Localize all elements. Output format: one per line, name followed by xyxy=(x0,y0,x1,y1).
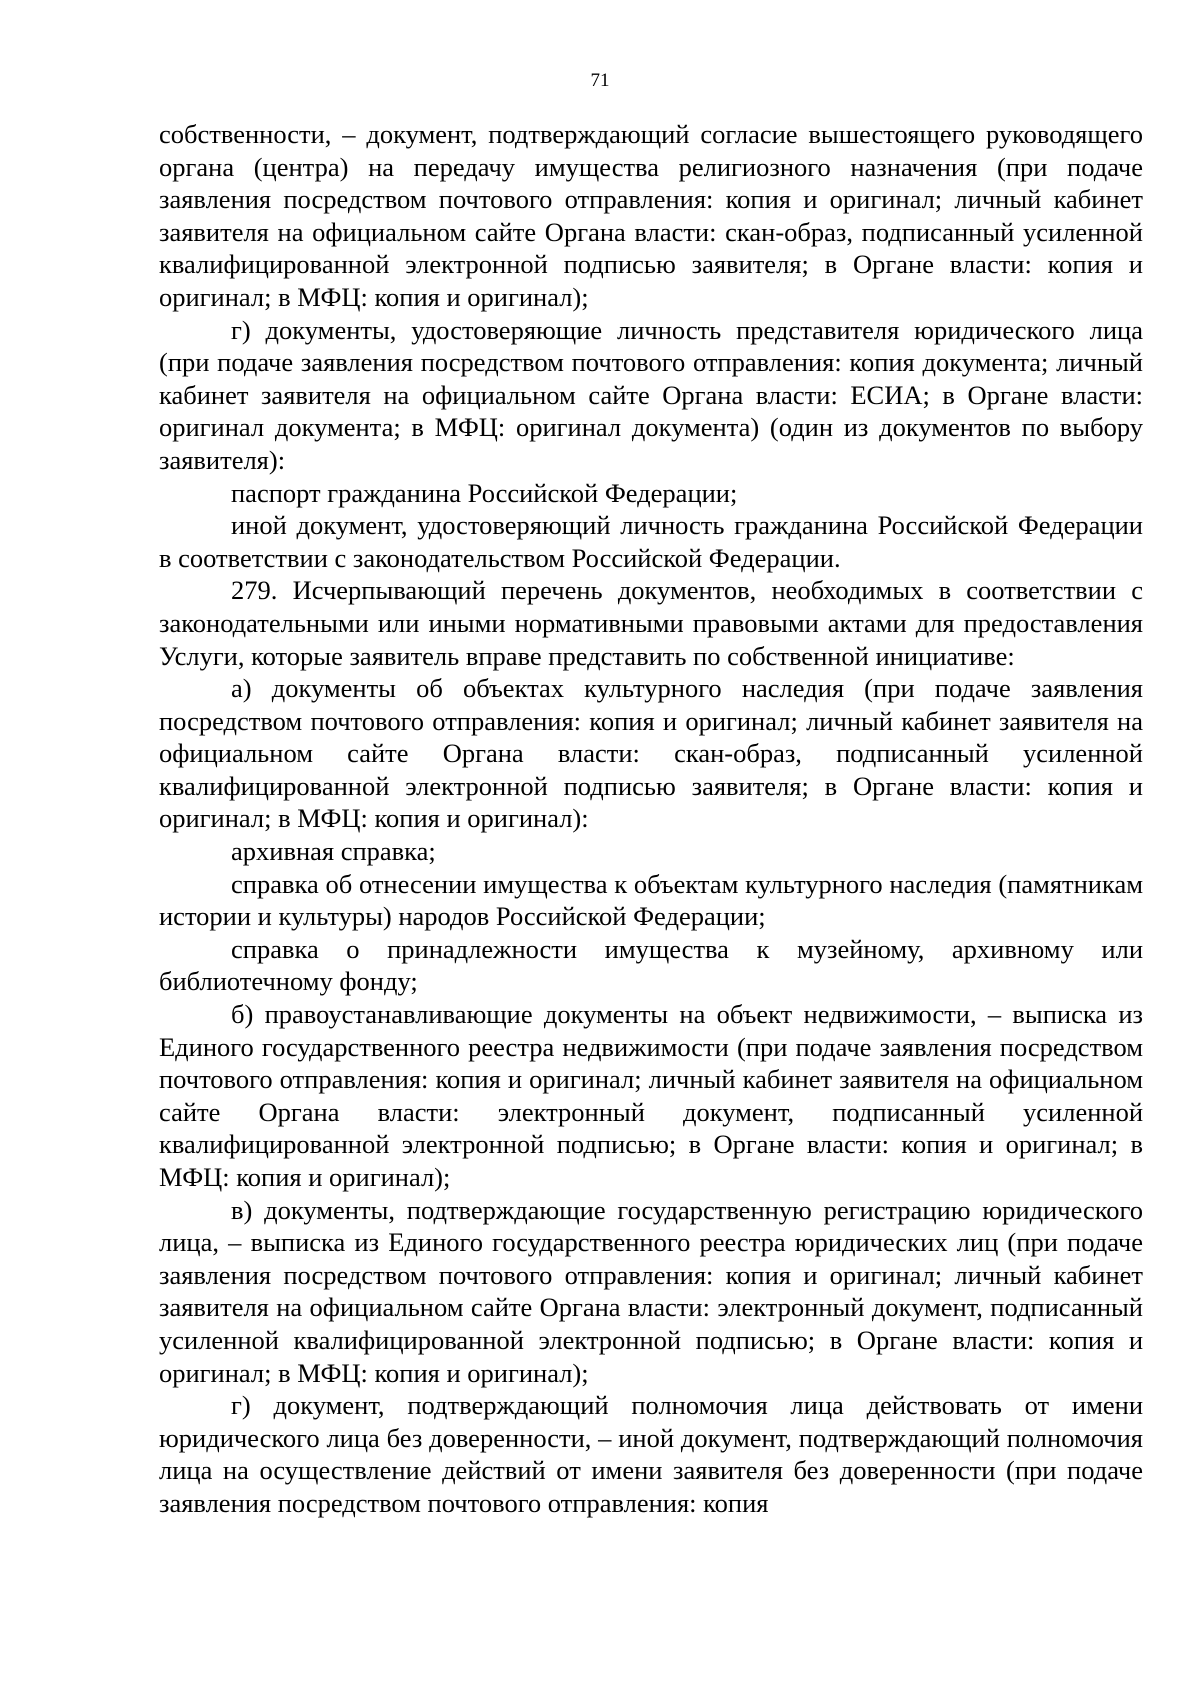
paragraph-clause-279: 279. Исчерпывающий перечень документов, необходимых в соответствии с законодательными или иными нормативными правовыми актами для предоставления Услуги, которые заявитель вправе представить по собственной инициативе: xyxy=(159,575,1143,671)
document-body xyxy=(159,118,1143,1520)
paragraph-item-g-authority-document: г) документ, подтверждающий полномочия лица действовать от имени юридического лица без доверенности, – иной документ, подтверждающий полномочия лица на осуществление действий от имени заявителя без доверенности (при подаче заявления посредством почтового отправления: копия xyxy=(159,1390,1143,1518)
paragraph-item-b-title-documents: б) правоустанавливающие документы на объект недвижимости, – выписка из Единого государственного реестра недвижимости (при подаче заявления посредством почтового отправления: копия и оригинал; личный кабинет заявителя на официальном сайте Органа власти: электронный документ, подписанный усиленной квалифицированной электронной подписью; в Органе власти: копия и оригинал; в МФЦ: копия и оригинал); xyxy=(159,999,1143,1192)
paragraph-item-g-identity-documents: г) документы, удостоверяющие личность представителя юридического лица (при подаче заявления посредством почтового отправления: копия документа; личный кабинет заявителя на официальном сайте Органа власти: ЕСИА; в Органе власти: оригинал документа; в МФЦ: оригинал документа) (один из документов по выбору заявителя): xyxy=(159,314,1143,475)
paragraph-item-a-cultural-heritage: а) документы об объектах культурного наследия (при подаче заявления посредством почтового отправления: копия и оригинал; личный кабинет заявителя на официальном сайте Органа власти: скан-образ, подписанный усиленной квалифицированной электронной подписью заявителя; в Органе власти: копия и оригинал; в МФЦ: копия и оригинал): xyxy=(159,673,1143,834)
paragraph-fund-certificate: справка о принадлежности имущества к музейному, архивному или библиотечному фонду; xyxy=(159,933,1143,997)
paragraph-other-identity-document: иной документ, удостоверяющий личность гражданина Российской Федерации в соответствии с законодательством Российской Федерации. xyxy=(159,510,1143,573)
paragraph-archive-certificate: архивная справка; xyxy=(231,836,436,867)
paragraph-continuation: собственности, – документ, подтверждающий согласие вышестоящего руководящего органа (центра) на передачу имущества религиозного назначения (при подаче заявления посредством почтового отправления: копия и оригинал; личный кабинет заявителя на официальном сайте Органа власти: скан-образ, подписанный усиленной квалифицированной электронной подписью заявителя; в Органе власти: копия и оригинал; в МФЦ: копия и оригинал); xyxy=(159,119,1143,312)
paragraph-heritage-certificate: справка об отнесении имущества к объектам культурного наследия (памятникам истории и культуры) народов Российской Федерации; xyxy=(159,868,1143,932)
paragraph-item-v-registration-documents: в) документы, подтверждающие государственную регистрацию юридического лица, – выписка из Единого государственного реестра юридических лиц (при подаче заявления посредством почтового отправления: копия и оригинал; личный кабинет заявителя на официальном сайте Органа власти: электронный документ, подписанный усиленной квалифицированной электронной подписью; в Органе власти: копия и оригинал; в МФЦ: копия и оригинал); xyxy=(159,1194,1143,1388)
paragraph-passport: паспорт гражданина Российской Федерации; xyxy=(231,477,738,508)
page-number: 71 xyxy=(590,70,610,91)
